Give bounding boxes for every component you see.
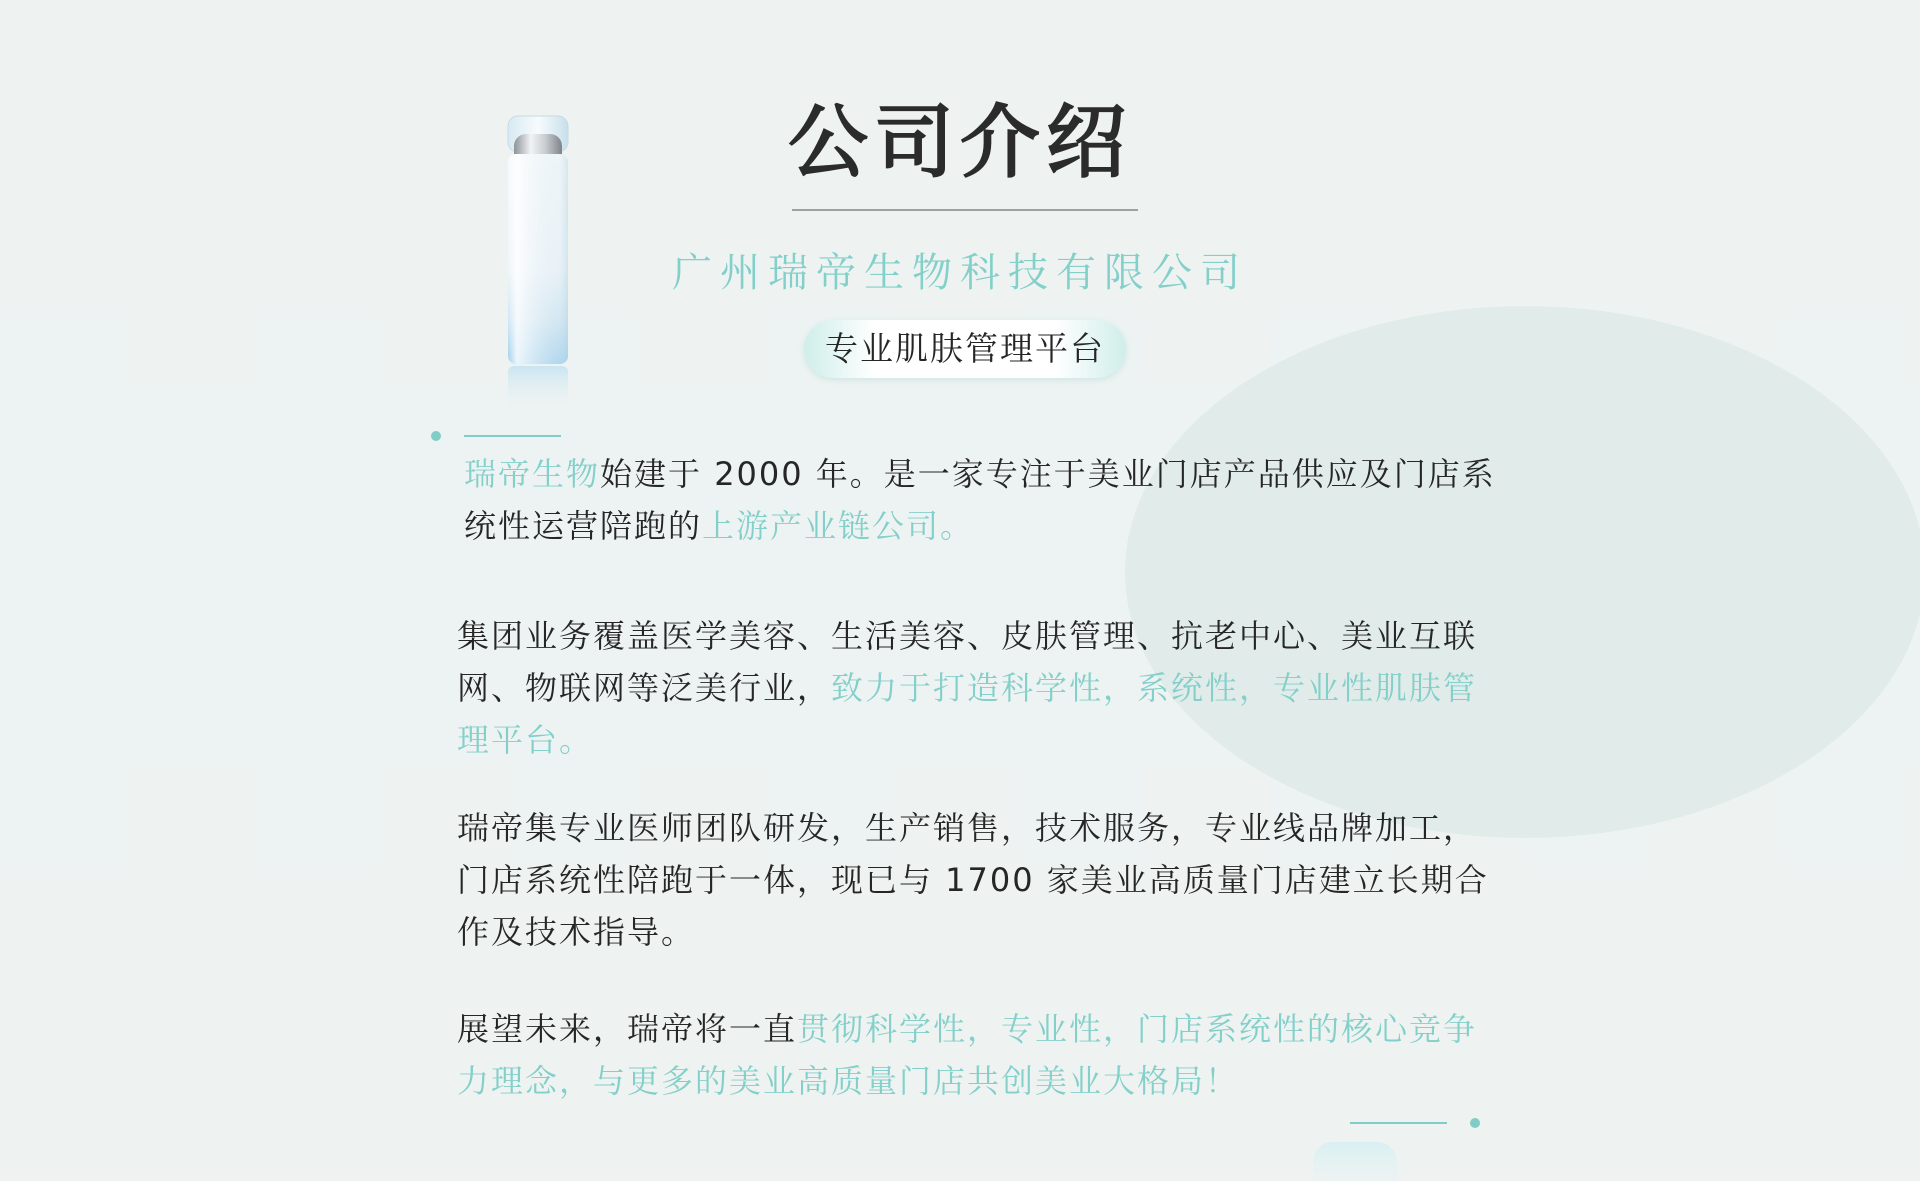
tagline: 专业肌肤管理平台 bbox=[825, 329, 1105, 368]
decor-line-left bbox=[464, 435, 561, 437]
paragraph-text: 瑞帝集专业医师团队研发，生产销售，技术服务，专业线品牌加工，门店系统性陪跑于一体，现已与 1700 家美业高质量门店建立长期合作及技术指导。 bbox=[457, 809, 1489, 951]
decor-dot-left bbox=[431, 431, 441, 441]
highlight-text: 致力于打造科学性，系统性，专业性肌肤管理平台。 bbox=[457, 669, 1478, 759]
paragraph-text: 集团业务覆盖医学美容、生活美容、皮肤管理、抗老中心、美业互联网、物联网等泛美行业， bbox=[457, 617, 1478, 707]
title-underline bbox=[792, 209, 1138, 211]
highlight-text: 贯彻科学性，专业性，门店系统性的核心竞争力理念，与更多的美业高质量门店共创美业大格局！ bbox=[457, 1010, 1478, 1100]
paragraph-text: 始建于 2000 年。是一家专注于美业门店产品供应及门店系统性运营陪跑的 bbox=[464, 455, 1496, 545]
intro-paragraph-2 bbox=[457, 610, 1497, 766]
decor-dot-right bbox=[1470, 1118, 1480, 1128]
brand-highlight: 瑞帝生物 bbox=[464, 455, 601, 493]
paragraph-text: 展望未来，瑞帝将一直 bbox=[457, 1010, 798, 1048]
intro-paragraph-1 bbox=[464, 448, 1504, 552]
cosmetic-bottle-cap-image bbox=[1305, 1140, 1405, 1181]
decor-line-right bbox=[1350, 1122, 1447, 1124]
highlight-text: 上游产业链公司。 bbox=[702, 507, 975, 545]
intro-paragraph-3 bbox=[457, 802, 1497, 958]
page-title: 公司介绍 bbox=[788, 95, 1132, 189]
company-name: 广州瑞帝生物科技有限公司 bbox=[672, 250, 1248, 296]
intro-paragraph-4 bbox=[457, 1003, 1497, 1107]
